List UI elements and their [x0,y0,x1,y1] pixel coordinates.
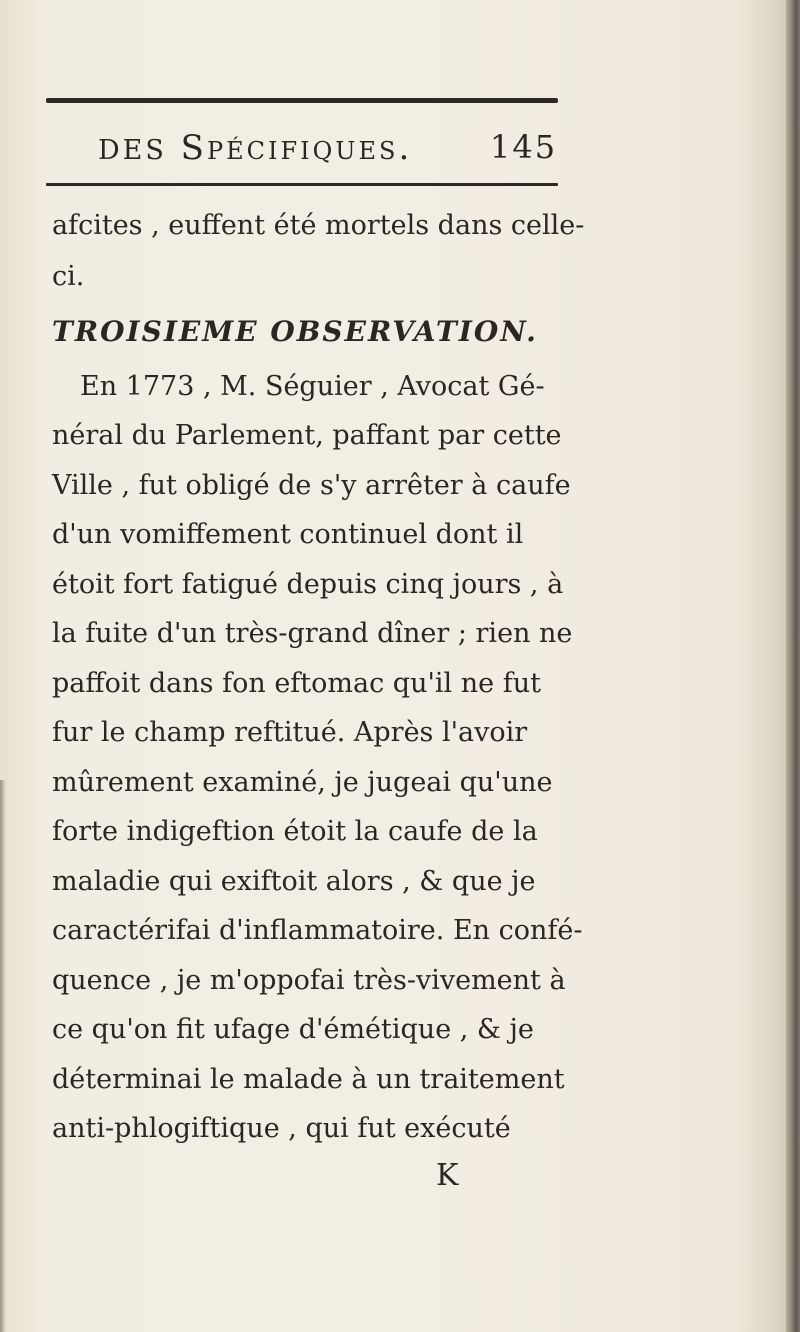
text-line: caractérifai d'inflammatoire. En confé- [52,915,583,946]
text-line: anti-phlogiftique , qui fut exécuté [52,1113,511,1144]
page-number: 145 [490,128,558,166]
text-line: néral du Parlement, paffant par cette [52,420,562,451]
running-head-des: DES [98,135,167,166]
text-line: maladie qui exiftoit alors , & que je [52,866,536,897]
text-line: la fuite d'un très-grand dîner ; rien ne [52,618,573,649]
text-line: forte indigeftion étoit la caufe de la [52,816,538,847]
text-line: étoit fort fatigué depuis cinq jours , à [52,569,564,600]
text-line: fur le champ reftitué. Après l'avoir [52,717,528,748]
text-line: quence , je m'oppofai très-vivement à [52,965,566,996]
text-line: Ville , fut obligé de s'y arrêter à caufe [52,470,571,501]
page-edge [786,0,800,1332]
signature-mark: K [436,1158,459,1193]
text-line: mûrement examiné, je jugeai qu'une [52,767,553,798]
header-rule-top [46,98,558,103]
text-line: d'un vomiffement continuel dont il [52,519,524,550]
text-line: déterminai le malade à un traitement [52,1064,565,1095]
section-heading: TROISIEME OBSERVATION. [52,315,538,348]
text-line: ce qu'on fit ufage d'émétique , & je [52,1014,534,1045]
text-line: afcites , euffent été mortels dans celle- [52,210,585,241]
running-head-title: Spécifiques. [180,128,413,168]
page-shadow [0,780,6,1332]
text-line: En 1773 , M. Séguier , Avocat Gé- [80,371,545,402]
text-line: ci. [52,261,85,292]
header-rule-bottom [46,183,558,186]
running-head [98,128,598,178]
text-line: paffoit dans fon eftomac qu'il ne fut [52,668,541,699]
